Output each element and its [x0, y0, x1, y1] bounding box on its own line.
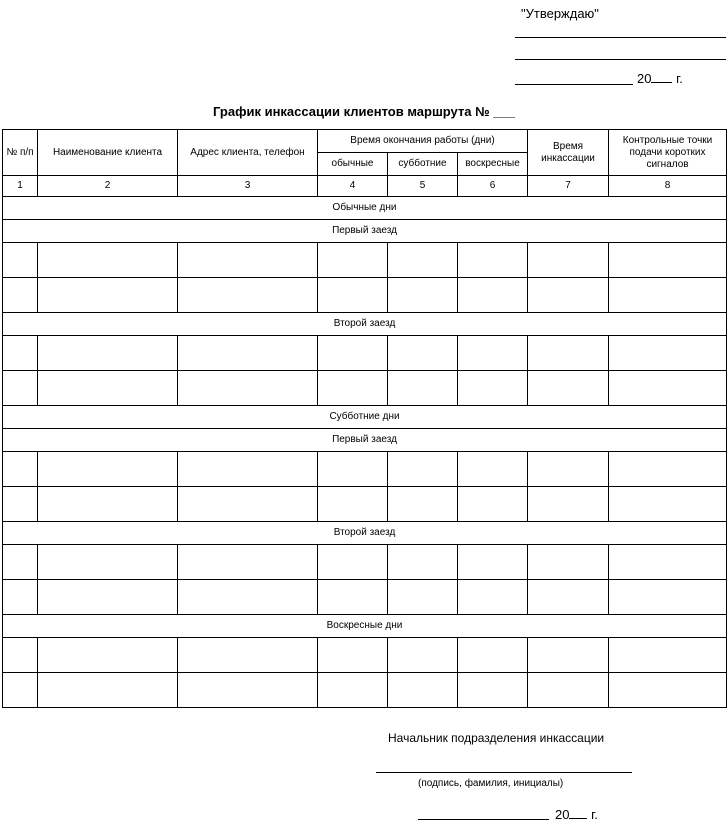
table-cell[interactable]: [178, 673, 318, 708]
table-cell[interactable]: [3, 336, 38, 371]
table-cell[interactable]: [38, 336, 178, 371]
table-cell[interactable]: [38, 580, 178, 615]
table-row: [3, 638, 727, 673]
table-cell[interactable]: [178, 638, 318, 673]
table-cell[interactable]: [38, 452, 178, 487]
table-cell[interactable]: [38, 638, 178, 673]
table-cell[interactable]: [38, 278, 178, 313]
approval-year-blank: [651, 70, 672, 83]
footer-year-prefix: 20: [555, 807, 570, 822]
table-cell[interactable]: [318, 487, 388, 522]
column-number: 1: [3, 176, 38, 197]
table-cell[interactable]: [178, 545, 318, 580]
section-second-trip: Второй заезд: [3, 313, 727, 336]
table-cell[interactable]: [458, 371, 528, 406]
table-cell[interactable]: [388, 278, 458, 313]
header-collection-time: Время инкассации: [528, 130, 609, 176]
table-cell[interactable]: [38, 243, 178, 278]
table-cell[interactable]: [3, 371, 38, 406]
header-control-points: Контрольные точки подачи коротких сигналов: [609, 130, 727, 176]
section-first-trip: Первый заезд: [3, 220, 727, 243]
section-row: [3, 522, 727, 545]
section-row: [3, 313, 727, 336]
table-cell[interactable]: [38, 487, 178, 522]
table-cell[interactable]: [318, 336, 388, 371]
table-row: [3, 243, 727, 278]
header-row-top: [3, 130, 727, 153]
table-row: [3, 278, 727, 313]
table-cell[interactable]: [458, 243, 528, 278]
table-cell[interactable]: [388, 336, 458, 371]
table-cell[interactable]: [528, 487, 609, 522]
footer-year-blank: [569, 806, 587, 819]
header-number: № п/п: [3, 130, 38, 176]
table-cell[interactable]: [3, 452, 38, 487]
footer-year-suffix: г.: [591, 807, 598, 822]
header-end-time-saturday: субботние: [388, 153, 458, 176]
table-cell[interactable]: [388, 545, 458, 580]
column-number: 8: [609, 176, 727, 197]
table-cell[interactable]: [528, 336, 609, 371]
table-cell[interactable]: [3, 673, 38, 708]
table-cell[interactable]: [388, 371, 458, 406]
table-cell[interactable]: [528, 638, 609, 673]
section-row: [3, 406, 727, 429]
approval-label: "Утверждаю": [521, 6, 599, 21]
table-row: [3, 580, 727, 615]
header-client-address: Адрес клиента, телефон: [178, 130, 318, 176]
table-cell[interactable]: [528, 452, 609, 487]
table-cell[interactable]: [609, 278, 727, 313]
table-cell[interactable]: [38, 371, 178, 406]
table-cell[interactable]: [458, 278, 528, 313]
table-cell[interactable]: [458, 673, 528, 708]
signature-caption: (подпись, фамилия, инициалы): [418, 778, 564, 789]
table-cell[interactable]: [3, 638, 38, 673]
table-cell[interactable]: [318, 452, 388, 487]
table-cell[interactable]: [528, 243, 609, 278]
table-cell[interactable]: [318, 545, 388, 580]
table-row: [3, 336, 727, 371]
table-cell[interactable]: [388, 638, 458, 673]
section-regular-days: Обычные дни: [3, 197, 727, 220]
approval-year-suffix: г.: [676, 71, 683, 86]
table-cell[interactable]: [609, 638, 727, 673]
approval-name-line: [515, 59, 726, 60]
approval-signature-line: [515, 37, 726, 38]
header-client-name: Наименование клиента: [38, 130, 178, 176]
table-cell[interactable]: [388, 487, 458, 522]
section-row: [3, 429, 727, 452]
table-cell[interactable]: [609, 371, 727, 406]
table-cell[interactable]: [528, 673, 609, 708]
column-number: 3: [178, 176, 318, 197]
table-cell[interactable]: [178, 580, 318, 615]
table-row: [3, 673, 727, 708]
table-cell[interactable]: [178, 278, 318, 313]
table-cell[interactable]: [458, 336, 528, 371]
table-cell[interactable]: [3, 278, 38, 313]
table-cell[interactable]: [528, 545, 609, 580]
table-cell[interactable]: [178, 487, 318, 522]
table-cell[interactable]: [38, 545, 178, 580]
footer-date-line: [418, 819, 549, 820]
table-cell[interactable]: [609, 336, 727, 371]
section-sunday-days: Воскресные дни: [3, 615, 727, 638]
table-row: [3, 452, 727, 487]
column-number-row: [3, 176, 727, 197]
table-cell[interactable]: [458, 638, 528, 673]
column-number: 7: [528, 176, 609, 197]
table-cell[interactable]: [458, 452, 528, 487]
approval-year-prefix: 20: [637, 71, 652, 86]
header-end-time-sunday: воскресные: [458, 153, 528, 176]
table-cell[interactable]: [318, 278, 388, 313]
table-cell[interactable]: [528, 278, 609, 313]
column-number: 5: [388, 176, 458, 197]
section-saturday-days: Субботние дни: [3, 406, 727, 429]
table-cell[interactable]: [178, 452, 318, 487]
table-cell[interactable]: [528, 371, 609, 406]
section-row: [3, 197, 727, 220]
table-cell[interactable]: [38, 673, 178, 708]
table-cell[interactable]: [3, 580, 38, 615]
table-cell[interactable]: [388, 243, 458, 278]
signature-line: [376, 772, 632, 773]
collection-schedule-table: [2, 129, 727, 708]
table-row: [3, 545, 727, 580]
table-cell[interactable]: [609, 243, 727, 278]
header-end-time-group: Время окончания работы (дни): [318, 130, 528, 153]
table-row: [3, 371, 727, 406]
approval-date-line: [515, 84, 633, 85]
table-cell[interactable]: [318, 580, 388, 615]
page-title: График инкассации клиентов маршрута № ___: [213, 104, 515, 119]
table-cell[interactable]: [3, 243, 38, 278]
table-cell[interactable]: [318, 371, 388, 406]
header-end-time-regular: обычные: [318, 153, 388, 176]
table-cell[interactable]: [318, 638, 388, 673]
footer-year: [555, 806, 598, 822]
table-cell[interactable]: [388, 580, 458, 615]
table-cell[interactable]: [609, 487, 727, 522]
table-cell[interactable]: [458, 545, 528, 580]
table-cell[interactable]: [458, 580, 528, 615]
table-cell[interactable]: [528, 580, 609, 615]
table-cell[interactable]: [318, 243, 388, 278]
column-number: 2: [38, 176, 178, 197]
table-cell[interactable]: [458, 487, 528, 522]
section-row: [3, 220, 727, 243]
table-cell[interactable]: [178, 371, 318, 406]
section-first-trip: Первый заезд: [3, 429, 727, 452]
table-cell[interactable]: [609, 673, 727, 708]
table-cell[interactable]: [178, 243, 318, 278]
table-cell[interactable]: [3, 545, 38, 580]
table-cell[interactable]: [609, 452, 727, 487]
table-cell[interactable]: [609, 545, 727, 580]
table-cell[interactable]: [178, 336, 318, 371]
table-cell[interactable]: [3, 487, 38, 522]
column-number: 4: [318, 176, 388, 197]
table-cell[interactable]: [609, 580, 727, 615]
table-cell[interactable]: [388, 452, 458, 487]
table-cell[interactable]: [318, 673, 388, 708]
table-row: [3, 487, 727, 522]
column-number: 6: [458, 176, 528, 197]
table-cell[interactable]: [388, 673, 458, 708]
section-row: [3, 615, 727, 638]
signer-title: Начальник подразделения инкассации: [388, 731, 605, 745]
section-second-trip: Второй заезд: [3, 522, 727, 545]
approval-year: [637, 70, 683, 86]
